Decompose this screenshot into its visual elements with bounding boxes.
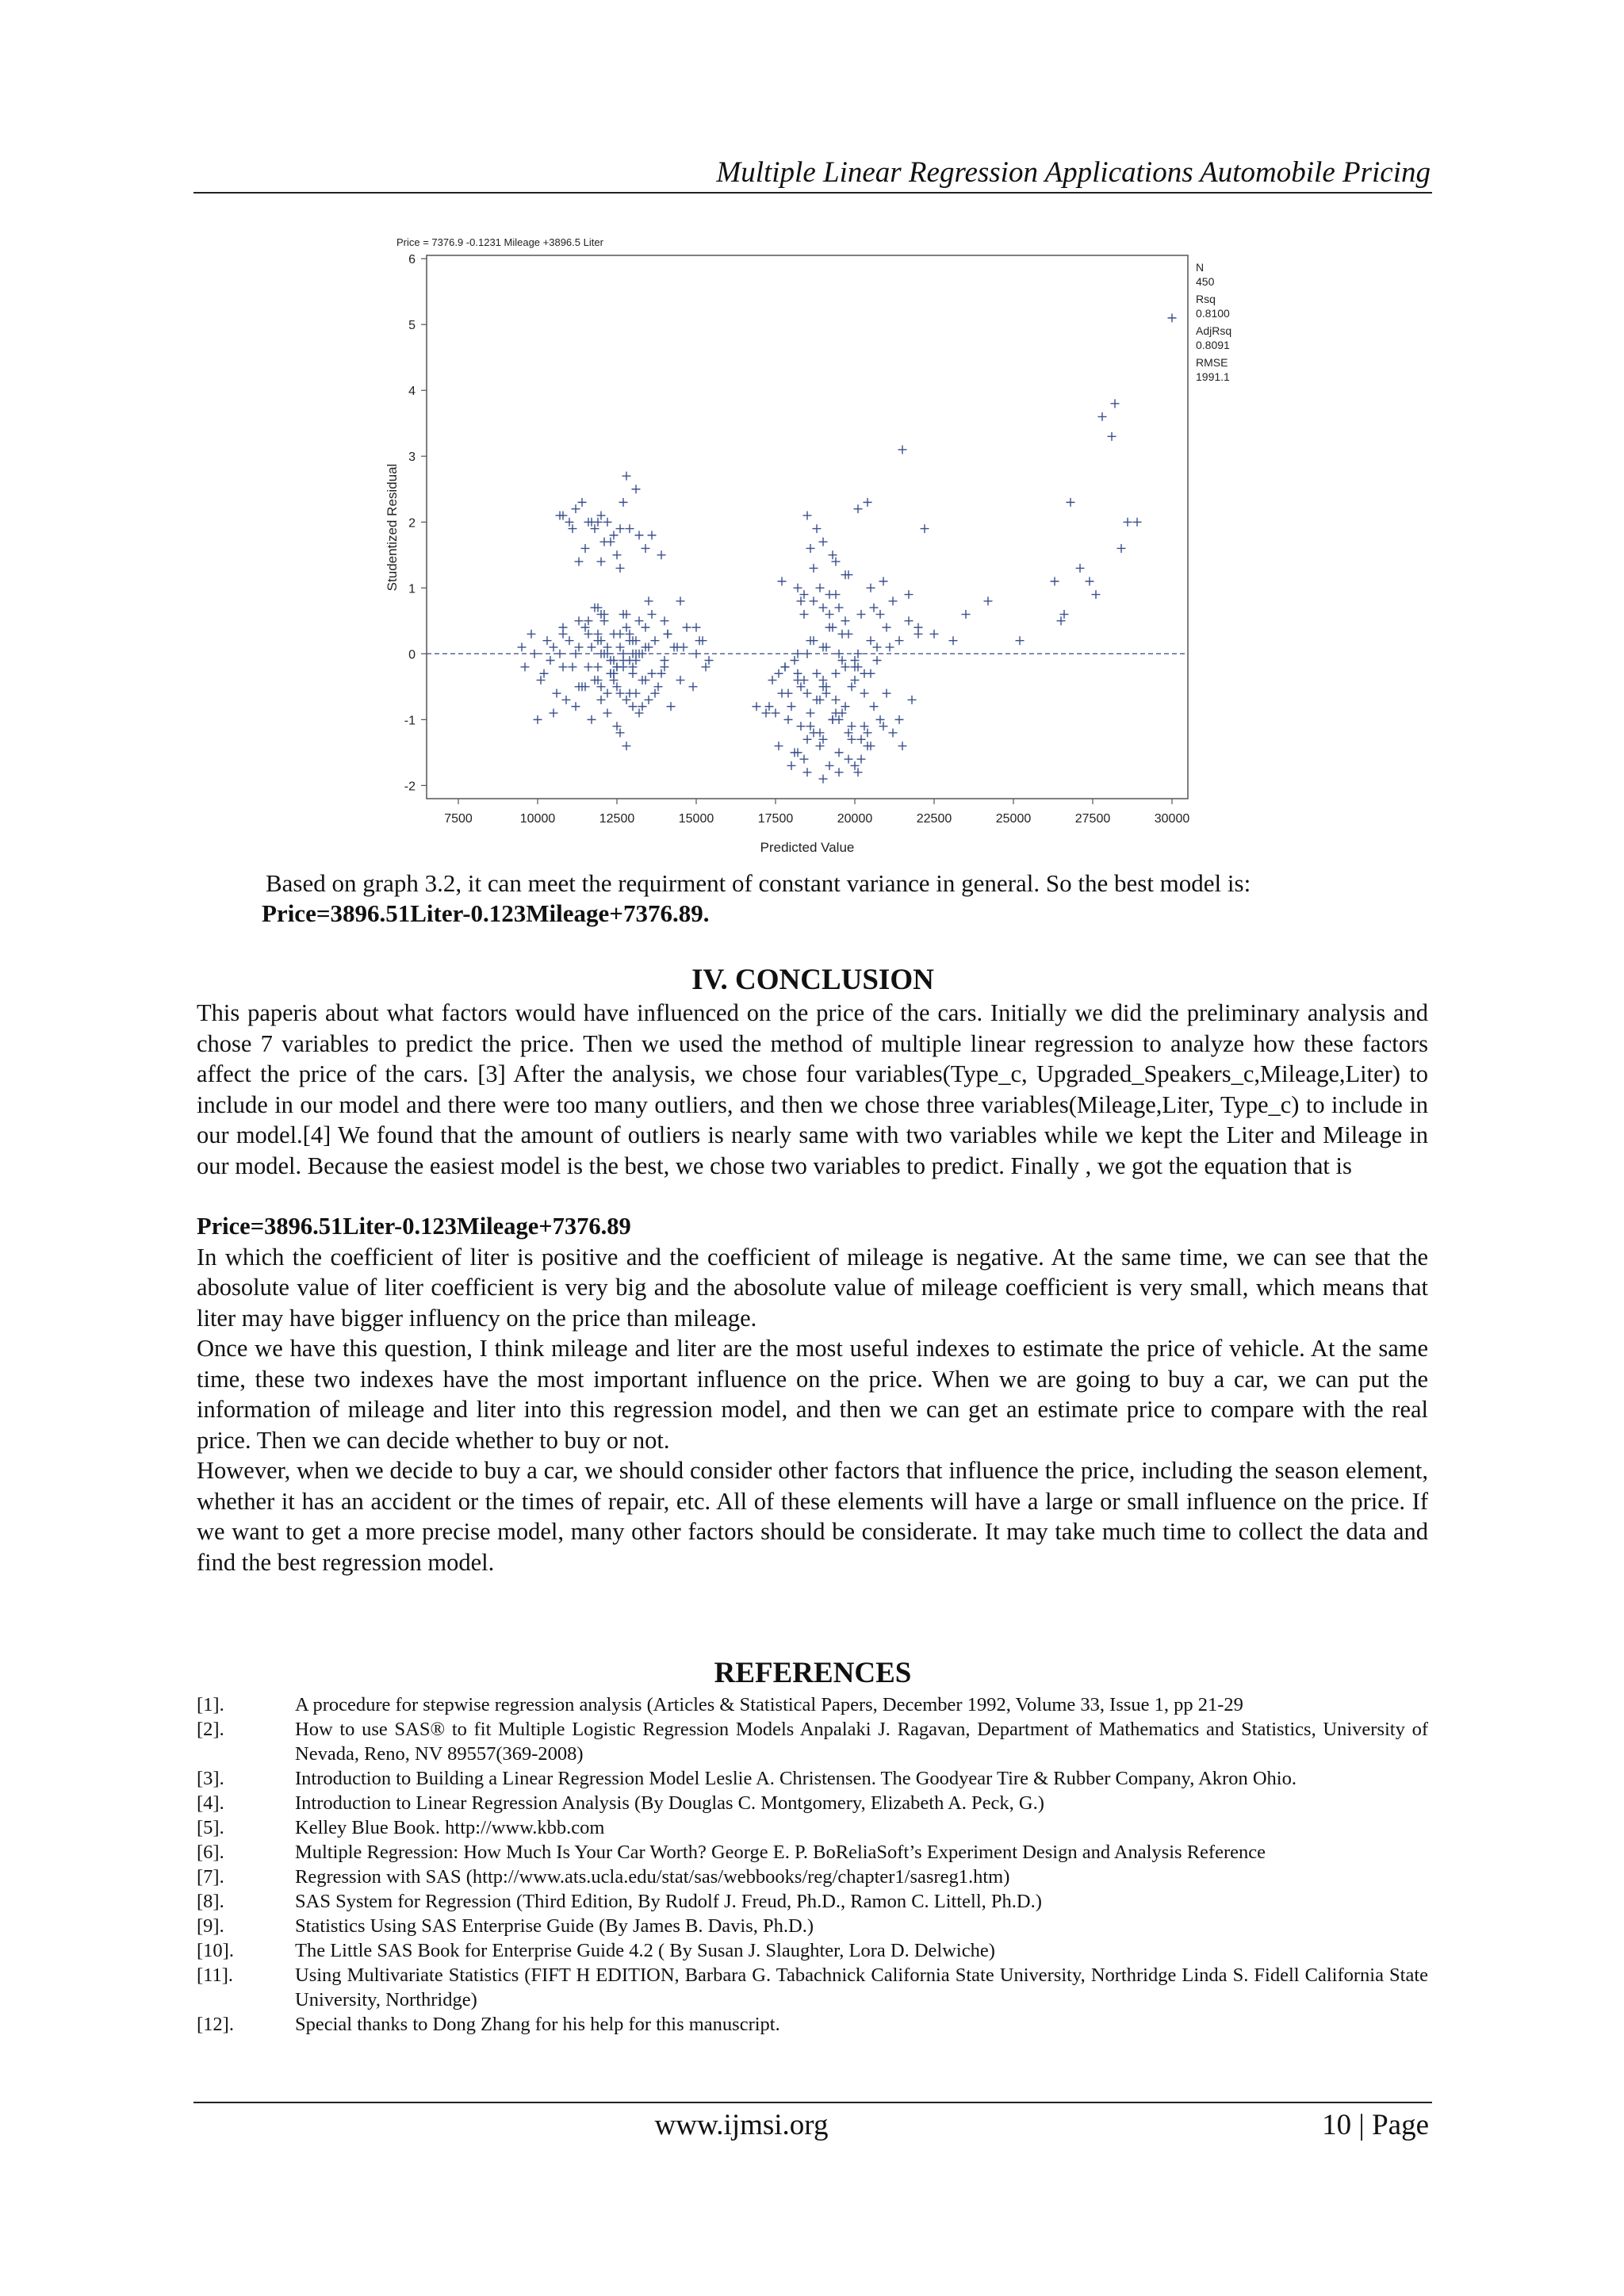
references-heading: REFERENCES xyxy=(714,1657,912,1689)
y-tick-label: 4 xyxy=(408,385,416,399)
data-point xyxy=(886,643,894,652)
data-point xyxy=(794,669,802,678)
data-point xyxy=(642,544,650,553)
conclusion-paragraph: However, when we decide to buy a car, we should consider other factors that influence the price, including the season element, whether it has an accident or the times of repair, etc. All of these elements will have a large or small influence on the price. If we want to get a more precise model, many other factors should be considerate. It may take much time to collect the data and find the best regression model. xyxy=(197,1457,1428,1576)
data-point xyxy=(962,610,971,619)
data-point xyxy=(550,643,558,652)
data-point xyxy=(575,616,584,625)
data-point xyxy=(1076,564,1085,573)
data-point xyxy=(867,636,875,645)
reference-text: How to use SAS® to fit Multiple Logistic Regression Models Anpalaki J. Ragavan, Department of Mathematics and Statistics, University of Nevada, Reno, NV 89557(369-2008) xyxy=(295,1719,1428,1765)
data-point xyxy=(1124,518,1132,527)
data-point xyxy=(632,689,641,698)
x-tick-label: 22500 xyxy=(916,812,952,826)
data-point xyxy=(984,596,993,605)
data-point xyxy=(775,742,783,750)
reference-item xyxy=(197,1717,1428,1766)
data-point xyxy=(616,564,625,573)
data-point xyxy=(648,610,657,619)
data-point xyxy=(816,584,825,592)
data-point xyxy=(645,596,653,605)
data-point xyxy=(775,669,783,678)
data-point xyxy=(860,669,869,678)
data-point xyxy=(819,538,828,546)
reference-text: Kelley Blue Book. http://www.kbb.com xyxy=(295,1817,605,1838)
reference-item xyxy=(197,1914,1428,1938)
data-point xyxy=(1111,399,1120,408)
data-point xyxy=(1016,636,1025,645)
data-point xyxy=(692,650,701,658)
data-point xyxy=(825,761,834,770)
stat-value: 450 xyxy=(1196,275,1215,288)
data-point xyxy=(1067,498,1075,507)
data-point xyxy=(883,689,891,698)
data-point xyxy=(825,590,834,599)
reference-number: [8]. xyxy=(197,1891,224,1912)
stat-label: N xyxy=(1196,261,1205,274)
y-tick-label: -1 xyxy=(404,714,416,728)
data-point xyxy=(616,630,625,638)
data-point xyxy=(600,538,609,546)
data-point xyxy=(1098,412,1107,421)
data-point xyxy=(622,742,631,750)
reference-text: Statistics Using SAS Enterprise Guide (By James B. Davis, Ph.D.) xyxy=(295,1915,814,1937)
data-point xyxy=(642,623,650,632)
data-point xyxy=(794,584,802,592)
data-point xyxy=(689,682,698,691)
stat-value: 0.8100 xyxy=(1196,307,1230,320)
data-point xyxy=(768,676,777,684)
data-point xyxy=(518,643,527,652)
reference-number: [10]. xyxy=(197,1940,234,1961)
data-point xyxy=(825,610,834,619)
data-point xyxy=(680,643,688,652)
data-point xyxy=(648,669,657,678)
data-point xyxy=(1051,577,1059,586)
reference-item xyxy=(197,1766,1428,1791)
reference-text: The Little SAS Book for Enterprise Guide 4.2 ( By Susan J. Slaughter, Lora D. Delwiche) xyxy=(295,1940,995,1961)
reference-number: [7]. xyxy=(197,1866,224,1888)
data-point xyxy=(521,662,530,671)
data-point xyxy=(813,669,822,678)
conclusion-paragraph: This paperis about what factors would have influenced on the price of the cars. Initially we did the preliminary analysis and chose 7 variables to predict the price. Then we used the method of multiple linear regression to analyze how these factors affect the price of the cars. [3] After the analysis, we chose four variables(Type_c, Upgraded_Speakers_c,Mileage,Liter) to include in our model and there were too many outliers, and then we chose three variables(Mileage,Liter, Type_c) to include in our model.[4] We found that the amount of outliers is nearly same with two variables while we kept the Liter and Mileage in our model. Because the easiest model is the best, we chose two variables to predict. Finally , we got the equation that is xyxy=(197,999,1428,1179)
data-point xyxy=(588,715,596,724)
data-point xyxy=(898,445,907,454)
data-point xyxy=(832,696,841,704)
data-point xyxy=(550,709,558,718)
data-point xyxy=(835,768,844,776)
data-point xyxy=(873,656,882,665)
x-tick-label: 25000 xyxy=(995,812,1032,826)
x-tick-label: 15000 xyxy=(678,812,714,826)
data-point xyxy=(622,472,631,481)
data-point xyxy=(575,558,584,566)
data-point xyxy=(569,662,577,671)
data-point xyxy=(857,735,866,744)
data-point xyxy=(635,531,644,539)
data-point xyxy=(835,604,844,612)
reference-item xyxy=(197,1938,1428,1963)
data-point xyxy=(784,689,793,698)
data-point xyxy=(661,616,669,625)
x-tick-label: 17500 xyxy=(757,812,794,826)
data-point xyxy=(572,504,580,513)
data-point xyxy=(857,755,866,764)
data-point xyxy=(1133,518,1142,527)
axes-layer xyxy=(404,253,1190,826)
reference-item xyxy=(197,1865,1428,1889)
data-point xyxy=(616,524,625,533)
conclusion-body xyxy=(197,998,1428,1577)
data-point xyxy=(534,715,542,724)
references-list xyxy=(197,1692,1428,2037)
reference-number: [4]. xyxy=(197,1792,224,1814)
data-point xyxy=(921,524,929,533)
data-point xyxy=(559,630,568,638)
data-point xyxy=(803,650,812,658)
data-point xyxy=(613,550,622,559)
data-point xyxy=(883,623,891,632)
data-point xyxy=(546,656,555,665)
reference-item xyxy=(197,1692,1428,1717)
data-point xyxy=(835,748,844,757)
data-point xyxy=(803,689,812,698)
data-point xyxy=(797,722,806,730)
data-point xyxy=(889,596,898,605)
best-model-equation: Price=3896.51Liter-0.123Mileage+7376.89. xyxy=(262,899,710,927)
data-point xyxy=(676,676,685,684)
x-tick-label: 27500 xyxy=(1074,812,1111,826)
data-point xyxy=(692,623,701,632)
running-header: Multiple Linear Regression Applications Automobile Pricing xyxy=(716,156,1431,189)
data-point xyxy=(1117,544,1126,553)
data-point xyxy=(914,623,923,632)
data-point xyxy=(626,524,634,533)
data-point xyxy=(657,550,666,559)
data-point xyxy=(787,702,796,711)
reference-text: Using Multivariate Statistics (FIFT H EDITION, Barbara G. Tabachnick California State University, Northridge Linda S. Fidell California State University, Northridge) xyxy=(295,1964,1428,2010)
data-point xyxy=(860,689,869,698)
data-point xyxy=(870,702,879,711)
data-point xyxy=(810,564,818,573)
data-point xyxy=(819,604,828,612)
reference-text: Introduction to Building a Linear Regression Model Leslie A. Christensen. The Goodyear Tire & Rubber Company, Akron Ohio. xyxy=(295,1768,1297,1789)
data-point xyxy=(565,636,574,645)
data-point xyxy=(581,544,590,553)
stat-value: 1991.1 xyxy=(1196,370,1230,383)
data-point xyxy=(857,610,866,619)
data-point xyxy=(898,742,907,750)
data-point xyxy=(873,643,882,652)
y-tick-label: 0 xyxy=(408,648,416,662)
data-point xyxy=(594,662,603,671)
conclusion-paragraph: Once we have this question, I think mileage and liter are the most useful indexes to estimate the price of vehicle. At the same time, these two indexes have the most important influence on the price. When we are going to buy a car, we can put the information of mileage and liter into this regression model, and then we can get an estimate price to compare with the real price. Then we can decide whether to buy or not. xyxy=(197,1335,1428,1454)
reference-text: SAS System for Regression (Third Edition, By Rudolf J. Freud, Ph.D., Ramon C. Littell, Ph.D.) xyxy=(295,1891,1042,1912)
y-tick-label: 3 xyxy=(408,450,416,465)
data-point xyxy=(1092,590,1101,599)
footer-website: www.ijmsi.org xyxy=(654,2109,829,2141)
data-point xyxy=(845,630,853,638)
data-point xyxy=(908,696,917,704)
data-point xyxy=(603,518,612,527)
data-point xyxy=(661,656,669,665)
data-point xyxy=(781,662,790,671)
stat-label: Rsq xyxy=(1196,293,1216,305)
data-point xyxy=(572,702,580,711)
reference-text: Regression with SAS (http://www.ats.ucla.edu/stat/sas/webbooks/reg/chapter1/sasreg1.htm) xyxy=(295,1866,1010,1888)
data-point xyxy=(597,696,606,704)
data-point xyxy=(603,709,612,718)
data-points xyxy=(518,313,1177,783)
chart-title: Price = 7376.9 -0.1231 Mileage +3896.5 Liter xyxy=(396,236,603,248)
conclusion-heading: IV. CONCLUSION xyxy=(691,964,934,996)
reference-item xyxy=(197,1963,1428,2012)
graph-note: Based on graph 3.2, it can meet the requirment of constant variance in general. So the best model is: xyxy=(266,869,1251,897)
data-point xyxy=(889,728,898,737)
data-point xyxy=(784,715,793,724)
reference-text: A procedure for stepwise regression analysis (Articles & Statistical Papers, December 1992, Volume 33, Issue 1, pp 21-29 xyxy=(295,1694,1243,1715)
data-point xyxy=(619,498,628,507)
stat-label: AdjRsq xyxy=(1196,324,1232,337)
stats-legend xyxy=(1196,261,1231,383)
data-point xyxy=(841,616,850,625)
y-tick-label: 6 xyxy=(408,253,416,267)
data-point xyxy=(629,702,638,711)
data-point xyxy=(683,623,691,632)
data-point xyxy=(632,485,641,493)
y-axis-label: Studentized Residual xyxy=(385,463,400,592)
data-point xyxy=(1168,313,1177,322)
data-point xyxy=(803,768,812,776)
data-point xyxy=(556,650,565,658)
reference-number: [3]. xyxy=(197,1768,224,1789)
data-point xyxy=(772,709,780,718)
data-point xyxy=(651,636,660,645)
y-tick-label: 5 xyxy=(408,319,416,333)
reference-item xyxy=(197,1815,1428,1840)
reference-text: Special thanks to Dong Zhang for his help for this manuscript. xyxy=(295,2014,780,2035)
data-point xyxy=(905,616,914,625)
header-rule xyxy=(193,192,1432,194)
x-tick-label: 7500 xyxy=(444,812,473,826)
conclusion-equation: Price=3896.51Liter-0.123Mileage+7376.89 xyxy=(197,1213,631,1240)
data-point xyxy=(803,735,812,744)
data-point xyxy=(879,577,888,586)
data-point xyxy=(876,610,885,619)
reference-text: Multiple Regression: How Much Is Your Car Worth? George E. P. BoReliaSoft’s Experiment Design and Analysis Reference xyxy=(295,1842,1266,1863)
data-point xyxy=(870,604,879,612)
data-point xyxy=(578,498,587,507)
data-point xyxy=(664,630,672,638)
data-point xyxy=(930,630,939,638)
data-point xyxy=(667,702,676,711)
data-point xyxy=(806,544,815,553)
data-point xyxy=(676,596,685,605)
data-point xyxy=(800,755,809,764)
plot-frame xyxy=(427,255,1188,799)
data-point xyxy=(635,616,644,625)
residual-plot-svg xyxy=(379,230,1251,872)
data-point xyxy=(832,669,841,678)
data-point xyxy=(588,643,596,652)
data-point xyxy=(813,524,822,533)
reference-item xyxy=(197,1791,1428,1815)
y-tick-label: 2 xyxy=(408,516,416,531)
reference-number: [9]. xyxy=(197,1915,224,1937)
reference-number: [11]. xyxy=(197,1964,234,1986)
reference-text: Introduction to Linear Regression Analysis (By Douglas C. Montgomery, Elizabeth A. Peck, G.) xyxy=(295,1792,1044,1814)
data-point xyxy=(864,498,872,507)
y-tick-label: -2 xyxy=(404,780,416,794)
x-tick-label: 20000 xyxy=(837,812,873,826)
data-point xyxy=(562,696,571,704)
x-tick-label: 30000 xyxy=(1154,812,1190,826)
data-point xyxy=(597,558,606,566)
residual-plot xyxy=(379,230,1251,872)
data-point xyxy=(854,504,863,513)
data-point xyxy=(1108,432,1116,441)
data-point xyxy=(949,636,958,645)
reference-number: [2]. xyxy=(197,1719,224,1740)
data-point xyxy=(648,531,657,539)
reference-item xyxy=(197,1840,1428,1865)
reference-number: [12]. xyxy=(197,2014,234,2035)
data-point xyxy=(800,610,809,619)
reference-number: [5]. xyxy=(197,1817,224,1838)
data-point xyxy=(806,709,815,718)
reference-number: [6]. xyxy=(197,1842,224,1863)
y-tick-label: 1 xyxy=(408,582,416,596)
data-point xyxy=(819,775,828,784)
conclusion-paragraph: In which the coefficient of liter is positive and the coefficient of mileage is negative. At the same time, we can see that the abosolute value of liter coefficient is very big and the abosolute value of mileage coefficient is very small, which means that liter may have bigger influency on the price than mileage. xyxy=(197,1243,1428,1332)
footer-rule xyxy=(193,2102,1432,2103)
data-point xyxy=(895,636,904,645)
reference-number: [1]. xyxy=(197,1694,224,1715)
x-tick-label: 12500 xyxy=(599,812,635,826)
data-point xyxy=(778,577,787,586)
x-tick-label: 10000 xyxy=(519,812,556,826)
data-point xyxy=(867,584,875,592)
data-point xyxy=(803,511,812,519)
stat-label: RMSE xyxy=(1196,356,1228,369)
data-point xyxy=(645,696,653,704)
data-point xyxy=(559,662,568,671)
data-point xyxy=(543,636,552,645)
reference-item xyxy=(197,2012,1428,2037)
footer-page-number: 10 | Page xyxy=(1322,2109,1429,2141)
data-point xyxy=(895,715,904,724)
data-point xyxy=(530,650,539,658)
data-point xyxy=(753,702,761,711)
data-point xyxy=(845,755,853,764)
data-point xyxy=(810,596,818,605)
data-point xyxy=(1086,577,1094,586)
reference-item xyxy=(197,1889,1428,1914)
data-point xyxy=(584,662,593,671)
data-point xyxy=(905,590,914,599)
stat-value: 0.8091 xyxy=(1196,339,1230,351)
data-point xyxy=(603,689,612,698)
data-point xyxy=(553,689,561,698)
data-point xyxy=(787,761,796,770)
data-point xyxy=(527,630,536,638)
x-axis-label: Predicted Value xyxy=(760,840,855,855)
